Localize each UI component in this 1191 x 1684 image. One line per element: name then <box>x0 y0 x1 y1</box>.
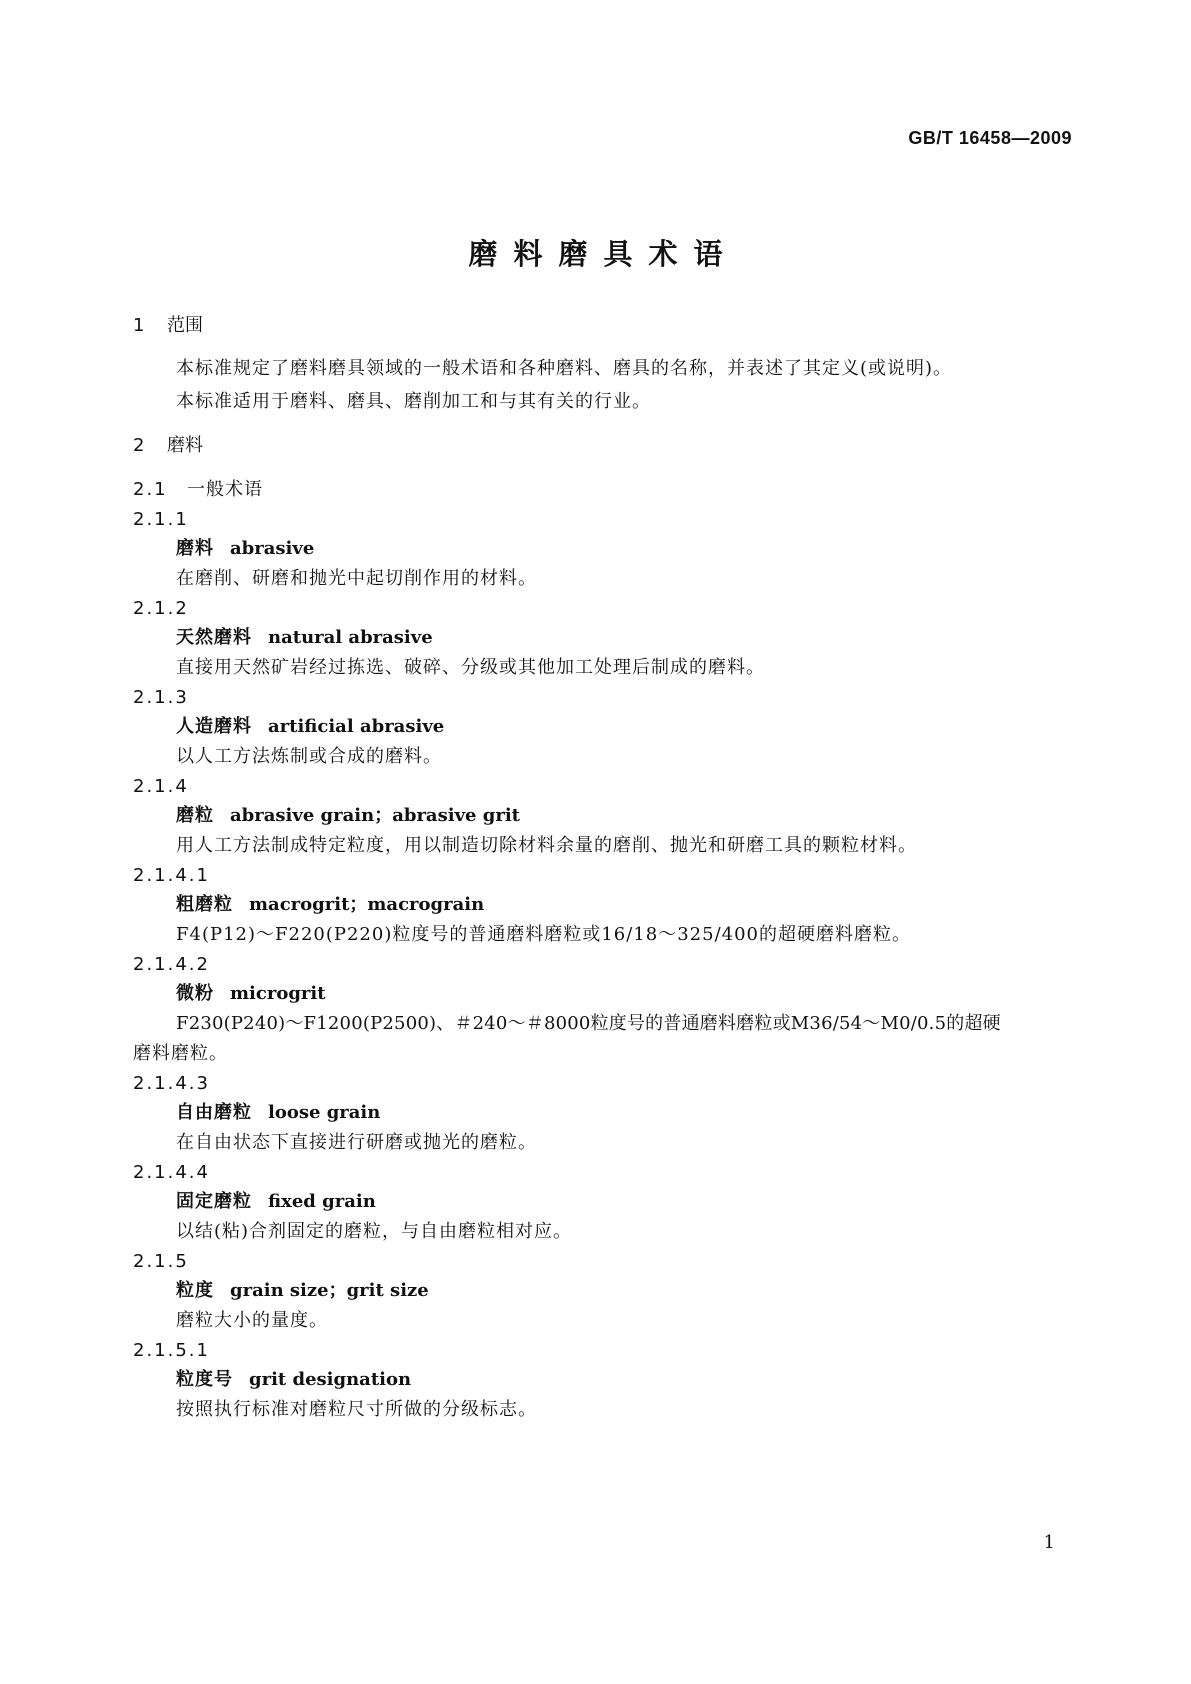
term-zh: 粗磨粒 <box>176 894 233 915</box>
term-en: artificial abrasive <box>268 716 445 737</box>
term-definition: 按照执行标准对磨粒尺寸所做的分级标志。 <box>176 1399 537 1420</box>
term-en: grit designation <box>249 1369 412 1390</box>
standard-code: GB/T 16458—2009 <box>908 128 1072 148</box>
term-definition: 以结(粘)合剂固定的磨粒，与自由磨粒相对应。 <box>176 1221 573 1242</box>
term-entry <box>176 804 520 828</box>
section-2-1-heading <box>133 478 263 502</box>
term-entry <box>176 982 326 1006</box>
term-zh: 微粉 <box>176 983 214 1004</box>
page-number: 1 <box>1043 1532 1055 1553</box>
paragraph: 本标准规定了磨料磨具领域的一般术语和各种磨料、磨具的名称，并表述了其定义(或说明)。 <box>176 358 953 379</box>
section-2-heading <box>133 434 203 458</box>
term-number: 2.1.4.1 <box>133 865 210 886</box>
paragraph: 本标准适用于磨料、磨具、磨削加工和与其有关的行业。 <box>176 391 651 412</box>
term-definition: F4(P12)～F220(P220)粒度号的普通磨料磨粒或16/18～325/400的超硬磨料磨粒。 <box>176 924 912 945</box>
section-number: 2 <box>133 435 145 456</box>
term-definition: 在磨削、研磨和抛光中起切削作用的材料。 <box>176 568 537 589</box>
term-definition: F230(P240)～F1200(P2500)、＃240～＃8000粒度号的普通磨料磨粒或M36/54～M0/0.5的超硬 <box>176 1013 1001 1034</box>
term-zh: 粒度号 <box>176 1369 233 1390</box>
term-zh: 磨粒 <box>176 805 214 826</box>
term-entry <box>176 1279 429 1303</box>
term-entry <box>176 715 444 739</box>
term-entry <box>176 1101 380 1125</box>
term-definition-continued: 磨料磨粒。 <box>133 1043 228 1064</box>
term-zh: 天然磨料 <box>176 627 252 648</box>
term-en: loose grain <box>268 1102 381 1123</box>
term-number: 2.1.3 <box>133 687 189 708</box>
term-en: abrasive grain；abrasive grit <box>230 805 520 826</box>
term-zh: 粒度 <box>176 1280 214 1301</box>
term-zh: 自由磨粒 <box>176 1102 252 1123</box>
document-title: 磨料磨具术语 <box>468 237 739 271</box>
term-number: 2.1.4 <box>133 776 189 797</box>
term-number: 2.1.5.1 <box>133 1340 210 1361</box>
term-entry <box>176 537 314 561</box>
section-title: 磨料 <box>167 435 203 456</box>
term-definition: 直接用天然矿岩经过拣选、破碎、分级或其他加工处理后制成的磨料。 <box>176 657 765 678</box>
term-en: natural abrasive <box>268 627 433 648</box>
term-entry <box>176 1368 411 1392</box>
term-entry <box>176 1190 376 1214</box>
term-number: 2.1.1 <box>133 509 189 530</box>
term-number: 2.1.2 <box>133 598 189 619</box>
term-zh: 固定磨粒 <box>176 1191 252 1212</box>
term-en: fixed grain <box>268 1191 376 1212</box>
term-definition: 磨粒大小的量度。 <box>176 1310 328 1331</box>
section-title: 一般术语 <box>187 479 263 500</box>
term-number: 2.1.4.2 <box>133 954 210 975</box>
term-entry <box>176 626 433 650</box>
term-en: grain size；grit size <box>230 1280 429 1301</box>
section-number: 1 <box>133 315 145 336</box>
term-zh: 人造磨料 <box>176 716 252 737</box>
term-definition: 以人工方法炼制或合成的磨料。 <box>176 746 442 767</box>
term-entry <box>176 893 484 917</box>
term-en: abrasive <box>230 538 315 559</box>
term-definition: 用人工方法制成特定粒度，用以制造切除材料余量的磨削、抛光和研磨工具的颗粒材料。 <box>176 835 917 856</box>
term-number: 2.1.4.3 <box>133 1073 210 1094</box>
term-definition: 在自由状态下直接进行研磨或抛光的磨粒。 <box>176 1132 537 1153</box>
term-zh: 磨料 <box>176 538 214 559</box>
term-number: 2.1.5 <box>133 1251 189 1272</box>
term-en: macrogrit；macrograin <box>249 894 485 915</box>
term-en: microgrit <box>230 983 326 1004</box>
section-1-heading <box>133 314 203 338</box>
term-number: 2.1.4.4 <box>133 1162 210 1183</box>
section-number: 2.1 <box>133 479 168 500</box>
section-title: 范围 <box>167 315 203 336</box>
